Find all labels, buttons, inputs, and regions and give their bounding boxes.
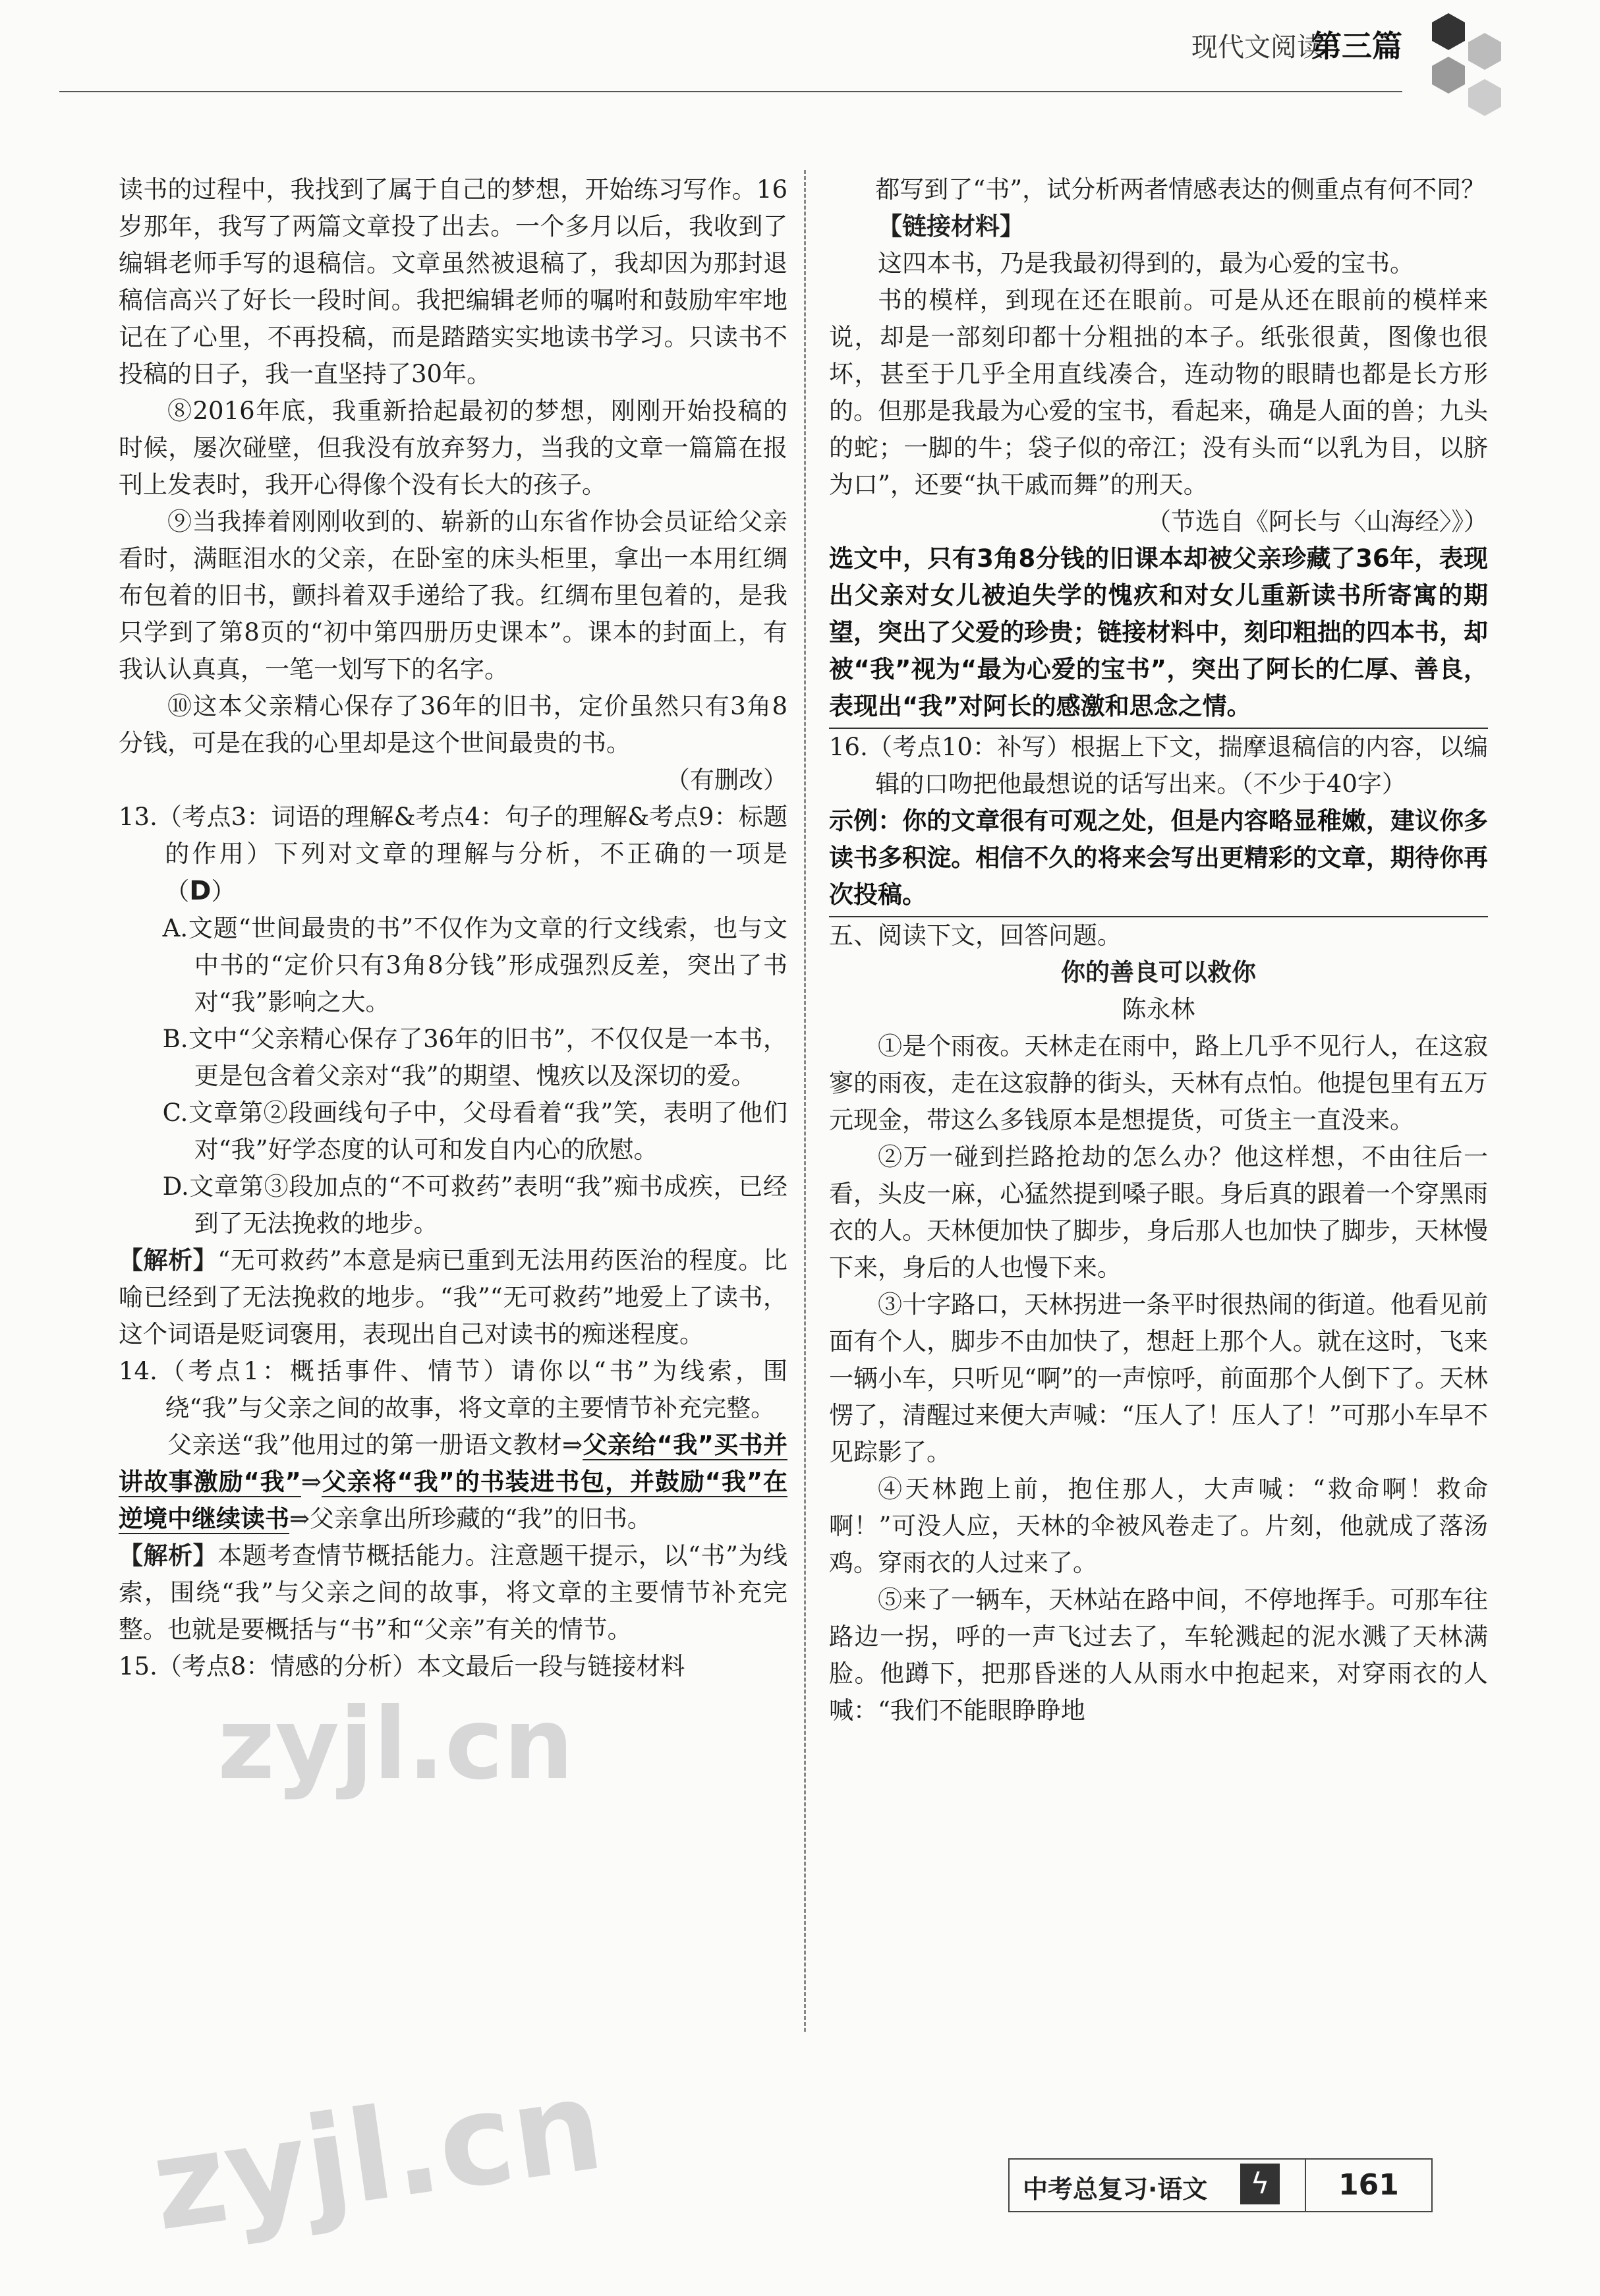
question-14-answer-1: 父亲给“我”买书并讲故事激励“我”	[119, 1431, 787, 1496]
column-divider	[804, 170, 806, 2032]
option-b: B.文中“父亲精心保存了36年的旧书”，不仅仅是一本书，更是包含着父亲对“我”的期望、愧疚以及深切的爱。	[162, 1025, 787, 1090]
question-14-stem: 14.（考点1：概括事件、情节）请你以“书”为线索，围绕“我”与父亲之间的故事，将文章的主要情节补充完整。	[119, 1357, 787, 1422]
header-rule	[59, 91, 1402, 92]
story-paragraph: ②万一碰到拦路抢劫的怎么办？他这样想，不由往后一看，头皮一麻，心猛然提到嗓子眼。身后真的跟着一个穿黑雨衣的人。天林便加快了脚步，身后那人也加快了脚步，天林慢下来，身后的人也慢下来。	[829, 1143, 1488, 1282]
lightning-icon: ϟ	[1240, 2164, 1280, 2204]
analysis-tag: 【解析】	[119, 1246, 218, 1275]
story-author: 陈永林	[1122, 995, 1195, 1023]
header-part: 第三篇	[1311, 28, 1402, 64]
link-paragraph: 书的模样，到现在还在眼前。可是从还在眼前的模样来说，却是一部刻印都十分粗拙的本子。纸张很黄，图像也很坏，甚至于几乎全用直线凑合，连动物的眼睛也都是长方形的。但那是我最为心爱的宝书，看起来，确是人面的兽；九头的蛇；一脚的牛；袋子似的帝江；没有头而“以乳为目，以脐为口”，还要“执干戚而舞”的刑天。	[829, 286, 1488, 499]
link-paragraph: 这四本书，乃是我最初得到的，最为心爱的宝书。	[878, 249, 1414, 277]
question-13-stem: 13.（考点3：词语的理解&考点4：句子的理解&考点9：标题的作用）下列对文章的理解与分析，不正确的一项是	[119, 803, 787, 868]
chain-end: ⇒父亲拿出所珍藏的“我”的旧书。	[289, 1505, 652, 1533]
chain-start: 父亲送“我”他用过的第一册语文教材⇒	[167, 1431, 583, 1459]
page-header	[0, 0, 1600, 132]
passage-paragraph: 读书的过程中，我找到了属于自己的梦想，开始练习写作。16岁那年，我写了两篇文章投了出去。一个多月以后，我收到了编辑老师手写的退稿信。文章虽然被退稿了，我却因为那封退稿信高兴了好长一段时间。我把编辑老师的嘱咐和鼓励牢牢地记在了心里，不再投稿，而是踏踏实实地读书学习。只读书不投稿的日子，我一直坚持了30年。	[119, 175, 787, 388]
story-paragraph: ③十字路口，天林拐进一条平时很热闹的街道。他看见前面有个人，脚步不由加快了，想赶上那个人。就在这时，飞来一辆小车，只听见“啊”的一声惊呼，前面那个人倒下了。天林愣了，清醒过来便大声喊：“压人了！压人了！”可那小车早不见踪影了。	[829, 1290, 1488, 1466]
watermark: zyjl.cn	[217, 1687, 574, 1802]
question-15-continued: 都写到了“书”，试分析两者情感表达的侧重点有何不同？	[875, 175, 1486, 204]
story-title: 你的善良可以救你	[1061, 958, 1256, 987]
story-paragraph: ⑤来了一辆车，天林站在路中间，不停地挥手。可那车往路边一拐，呼的一声飞过去了，车轮溅起的泥水溅了天林满脸。他蹲下，把那昏迷的人从雨水中抱起来，对穿雨衣的人喊：“我们不能眼睁睁地	[829, 1586, 1488, 1725]
watermark: zyjl.cn	[143, 2052, 611, 2259]
source-note: （有删改）	[666, 766, 787, 794]
question-14-chain	[119, 1427, 787, 1537]
question-13	[119, 799, 787, 910]
option-a: A.文题“世间最贵的书”不仅作为文章的行文线索，也与文中书的“定价只有3角8分钱”形成强烈反差，突出了书对“我”影响之大。	[162, 914, 787, 1016]
option-d: D.文章第③段加点的“不可救药”表明“我”痴书成疾，已经到了无法挽救的地步。	[162, 1172, 787, 1238]
question-13-answer: D	[189, 876, 212, 906]
question-15-answer: 选文中，只有3角8分钱的旧课本却被父亲珍藏了36年，表现出父亲对女儿被迫失学的愧疚和对女儿重新读书所寄寓的期望，突出了父爱的珍贵；链接材料中，刻印粗拙的四本书，却被“我”视为“最为心爱的宝书”，突出了阿长的仁厚、善良，表现出“我”对阿长的感激和思念之情。	[829, 540, 1488, 729]
story-paragraph: ④天林跑上前，抱住那人，大声喊：“救命啊！救命啊！”可没人应，天林的伞被风卷走了。片刻，他就成了落汤鸡。穿雨衣的人过来了。	[829, 1475, 1488, 1577]
story-paragraph: ①是个雨夜。天林走在雨中，路上几乎不见行人，在这寂寥的雨夜，走在这寂静的街头，天林有点怕。他提包里有五万元现金，带这么多钱原本是想提货，可货主一直没来。	[829, 1032, 1488, 1134]
page-footer	[1008, 2158, 1433, 2212]
left-column	[119, 171, 787, 1685]
analysis-tag: 【解析】	[119, 1541, 218, 1570]
question-14-analysis	[119, 1537, 787, 1648]
header-section: 现代文阅读	[1191, 32, 1323, 63]
passage-paragraph: ⑧2016年底，我重新拾起最初的梦想，刚刚开始投稿的时候，屡次碰壁，但我没有放弃努力，当我的文章一篇篇在报刊上发表时，我开心得像个没有长大的孩子。	[119, 397, 787, 499]
right-column	[829, 171, 1488, 1729]
question-15-stem: 15.（考点8：情感的分析）本文最后一段与链接材料	[119, 1652, 685, 1680]
analysis-text: “无可救药”本意是病已重到无法用药医治的程度。比喻已经到了无法挽救的地步。“我”“无可救药”地爱上了读书，这个词语是贬词褒用，表现出自己对读书的痴迷程度。	[119, 1246, 787, 1348]
analysis-text: 本题考查情节概括能力。注意题干提示，以“书”为线索，围绕“我”与父亲之间的故事，将文章的主要情节补充完整。也就是要概括与“书”和“父亲”有关的情节。	[119, 1541, 787, 1644]
footer-label: 中考总复习·语文	[1023, 2175, 1208, 2204]
question-16-stem: 16.（考点10：补写）根据上下文，揣摩退稿信的内容，以编辑的口吻把他最想说的话写出来。（不少于40字）	[829, 733, 1488, 798]
page-number: 161	[1305, 2160, 1431, 2211]
section-five-heading: 五、阅读下文，回答问题。	[829, 921, 1122, 950]
chain-arrow: ⇒	[300, 1468, 322, 1496]
question-16-answer: 示例：你的文章很有可观之处，但是内容略显稚嫩，建议你多读书多积淀。相信不久的将来会写出更精彩的文章，期待你再次投稿。	[829, 803, 1488, 917]
hexagon-decoration-icon	[1409, 7, 1521, 125]
passage-paragraph: ⑨当我捧着刚刚收到的、崭新的山东省作协会员证给父亲看时，满眶泪水的父亲，在卧室的床头柜里，拿出一本用红绸布包着的旧书，颤抖着双手递给了我。红绸布里包着的，是我只学到了第8页的“初中第四册历史课本”。课本的封面上，有我认认真真，一笔一划写下的名字。	[119, 507, 787, 683]
passage-paragraph: ⑩这本父亲精心保存了36年的旧书，定价虽然只有3角8分钱，可是在我的心里却是这个世间最贵的书。	[119, 692, 787, 757]
paren-open: （	[165, 877, 190, 905]
question-14-answer-2: 父亲将“我”的书装进书包，并鼓励“我”在逆境中继续读书	[119, 1468, 787, 1533]
link-source: （节选自《阿长与〈山海经〉》）	[1147, 507, 1488, 536]
question-13-analysis	[119, 1242, 787, 1353]
paren-close: ）	[211, 877, 236, 905]
link-material-tag: 【链接材料】	[878, 212, 1024, 241]
option-c: C.文章第②段画线句子中，父母看着“我”笑，表明了他们对“我”好学态度的认可和发自内心的欣慰。	[162, 1099, 787, 1164]
